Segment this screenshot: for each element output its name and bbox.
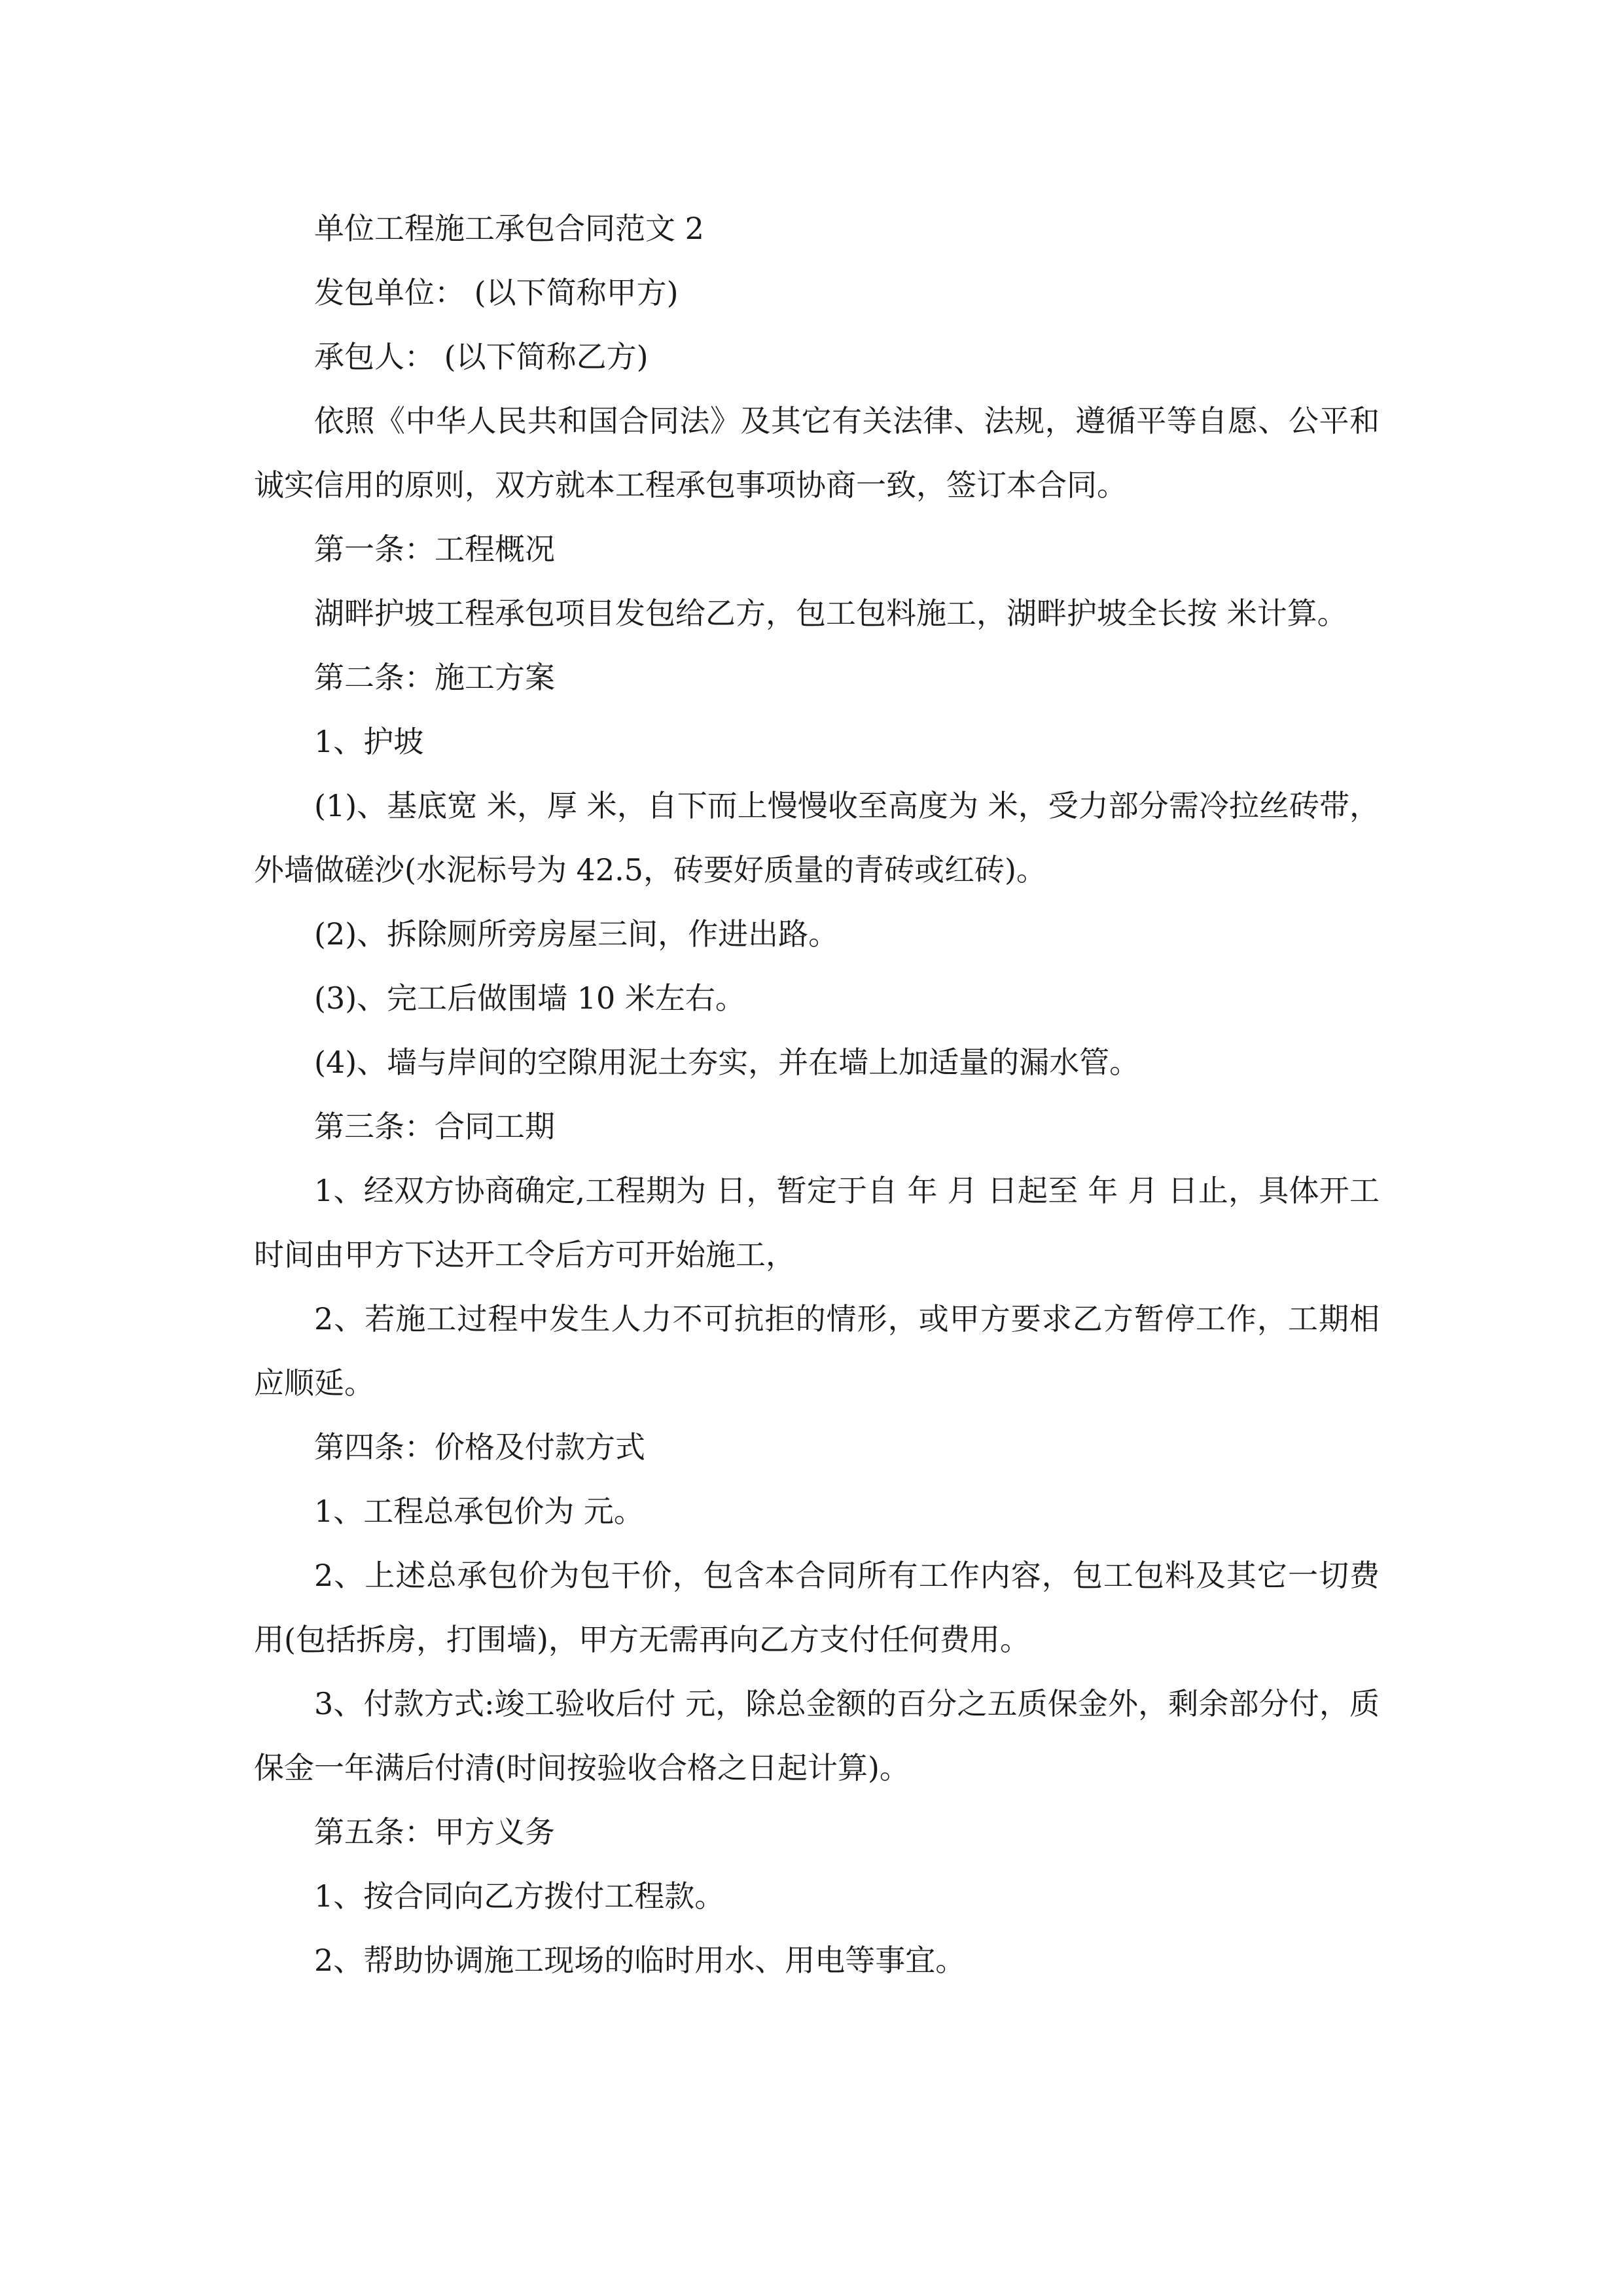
article1-heading: 第一条：工程概况 [314, 531, 555, 567]
article5-item-1: 1、按合同向乙方拨付工程款。 [314, 1878, 725, 1914]
article1-paragraph: 湖畔护坡工程承包项目发包给乙方，包工包料施工，湖畔护坡全长按 米计算。 [314, 596, 1347, 631]
article5-item-2: 2、帮助协调施工现场的临时用水、用电等事宜。 [314, 1943, 966, 1978]
document-title: 单位工程施工承包合同范文 2 [314, 211, 704, 246]
preamble-paragraph: 依照《中华人民共和国合同法》及其它有关法律、法规，遵循平等自愿、公平和诚实信用的原则，双方就本工程承包事项协商一致，签订本合同。 [254, 403, 1380, 503]
party-a-line: 发包单位： (以下简称甲方) [314, 275, 679, 310]
article2-item-2: (2)、拆除厕所旁房屋三间，作进出路。 [314, 916, 839, 952]
article3-item-2: 2、若施工过程中发生人力不可抗拒的情形，或甲方要求乙方暂停工作，工期相应顺延。 [254, 1301, 1380, 1401]
article3-item-1: 1、经双方协商确定,工程期为 日，暂定于自 年 月 日起至 年 月 日止，具体开工时间由甲方下达开工令后方可开始施工， [254, 1173, 1380, 1272]
article3-heading: 第三条：合同工期 [314, 1109, 555, 1144]
article5-heading: 第五条：甲方义务 [314, 1814, 555, 1850]
article4-item-2: 2、上述总承包价为包干价，包含本合同所有工作内容，包工包料及其它一切费用(包括拆房，打围墙)，甲方无需再向乙方支付任何费用。 [254, 1558, 1380, 1657]
article2-item-4: (4)、墙与岸间的空隙用泥土夯实，并在墙上加适量的漏水管。 [314, 1045, 1140, 1080]
document-body [254, 196, 1380, 1992]
article2-heading: 第二条：施工方案 [314, 660, 555, 695]
article4-heading: 第四条：价格及付款方式 [314, 1429, 645, 1465]
article2-item-1: (1)、基底宽 米，厚 米，自下而上慢慢收至高度为 米，受力部分需冷拉丝砖带，外墙做磋沙(水泥标号为 42.5，砖要好质量的青砖或红砖)。 [254, 788, 1380, 888]
article4-item-3: 3、付款方式:竣工验收后付 元，除总金额的百分之五质保金外，剩余部分付，质保金一年满后付清(时间按验收合格之日起计算)。 [254, 1686, 1380, 1785]
article2-item-3: (3)、完工后做围墙 10 米左右。 [314, 980, 745, 1016]
article2-subheading: 1、护坡 [314, 724, 424, 759]
article4-item-1: 1、工程总承包价为 元。 [314, 1494, 644, 1529]
party-b-line: 承包人： (以下简称乙方) [314, 339, 649, 374]
